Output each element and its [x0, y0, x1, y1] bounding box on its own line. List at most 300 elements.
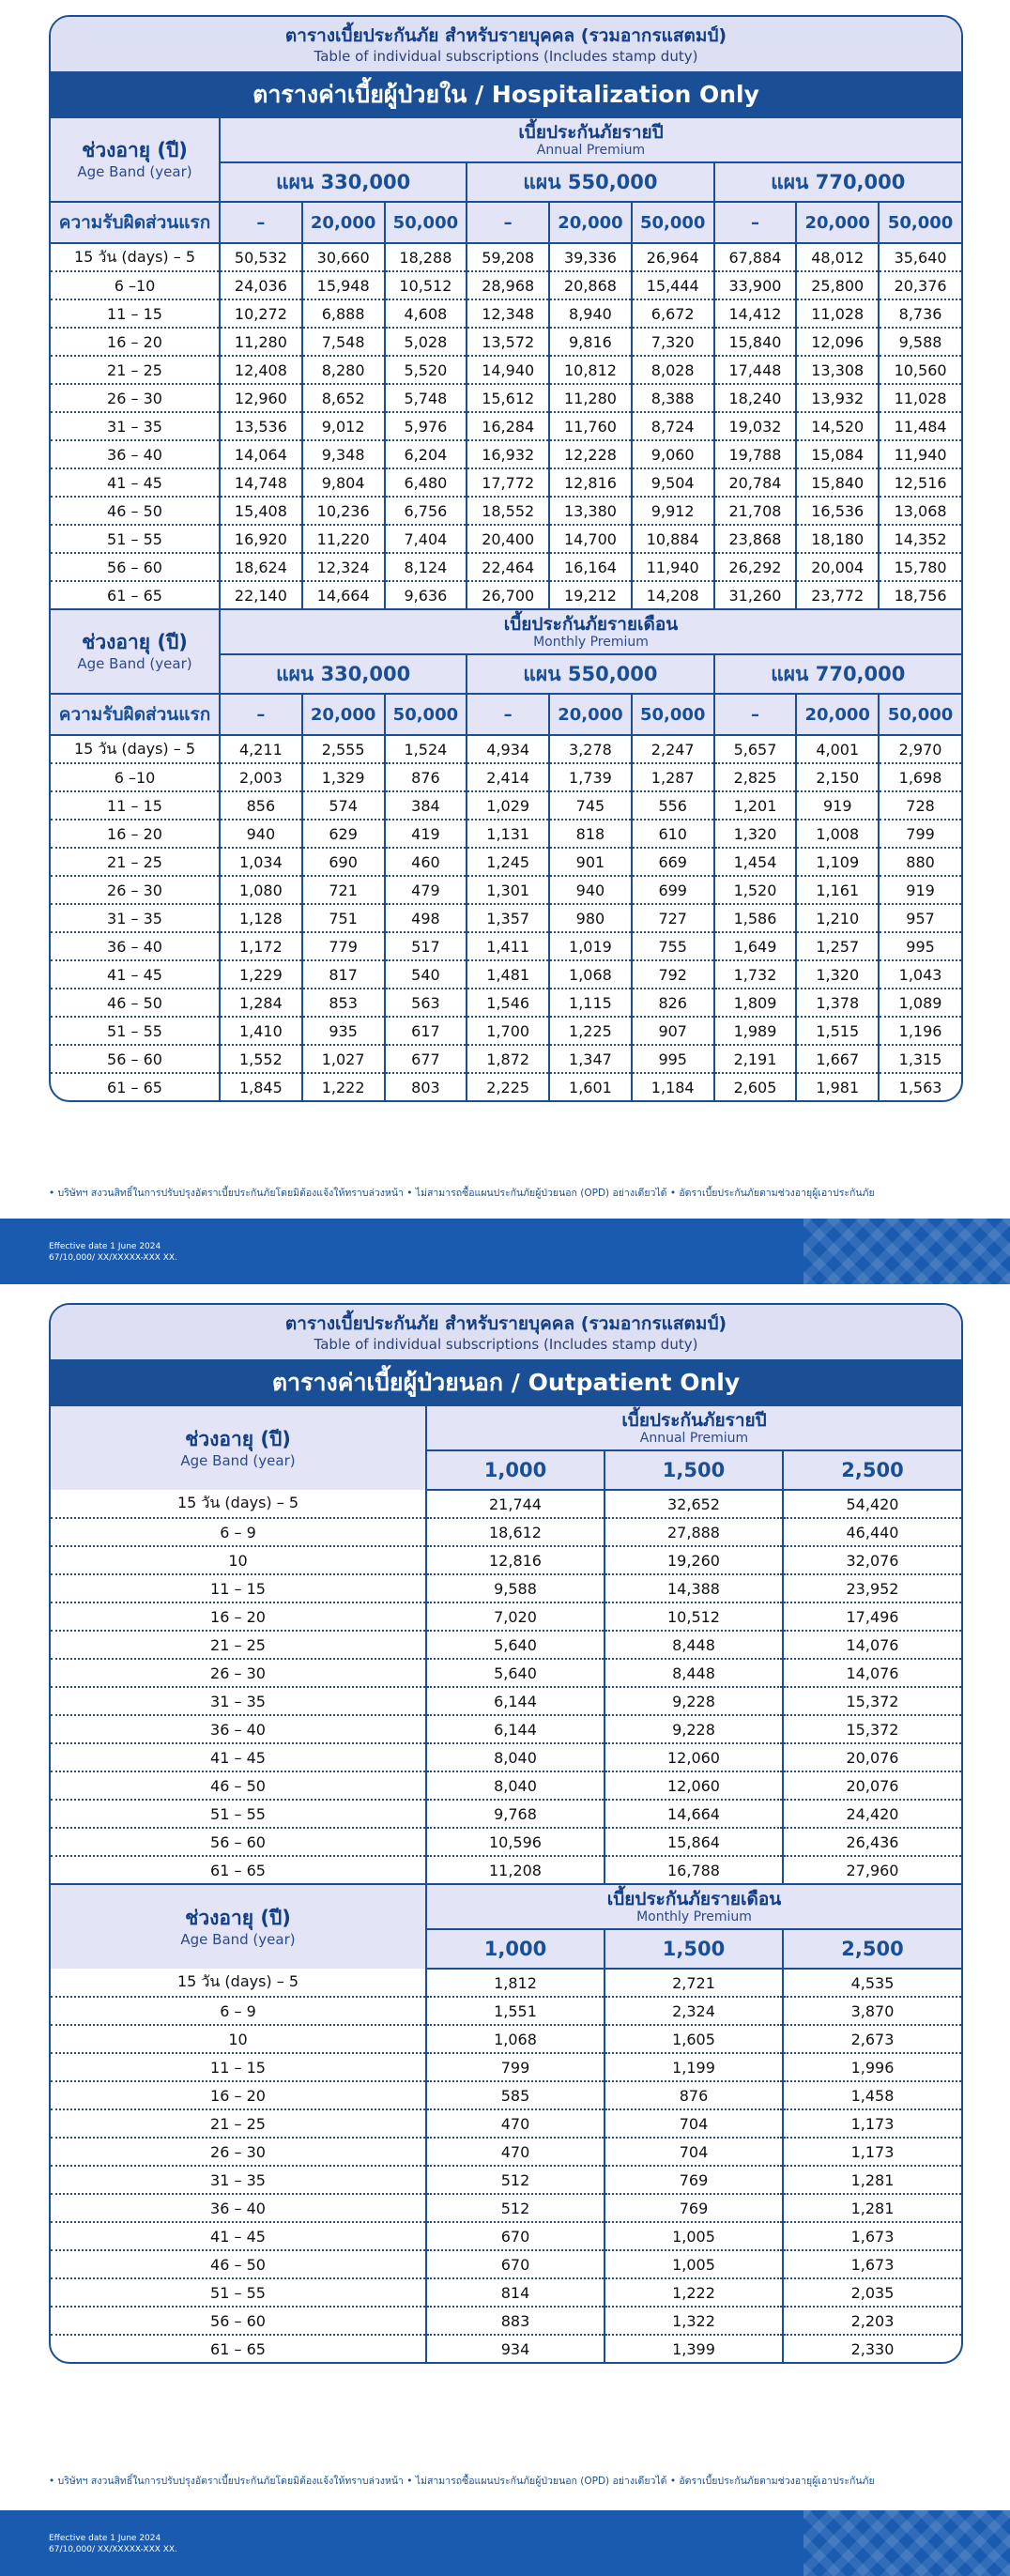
- table-row: [51, 2053, 961, 2081]
- age-band-cell: 61 – 65: [210, 2339, 266, 2358]
- premium-cell: 11,220: [302, 525, 385, 553]
- premium-cell: 14,388: [604, 1574, 783, 1602]
- premium-cell: 16,932: [467, 440, 549, 468]
- premium-cell: 28,968: [467, 271, 549, 299]
- premium-cell: 1,172: [220, 932, 302, 960]
- table-row: [51, 763, 961, 791]
- premium-cell: 4,001: [796, 735, 879, 763]
- premium-cell: 4,608: [385, 299, 467, 328]
- premium-cell: 1,601: [549, 1073, 632, 1100]
- premium-cell: 8,124: [385, 553, 467, 581]
- premium-cell: 799: [426, 2053, 604, 2081]
- table-row: [51, 2278, 961, 2307]
- premium-cell: 901: [549, 848, 632, 876]
- premium-cell: 1,229: [220, 960, 302, 989]
- premium-cell: 1,184: [632, 1073, 714, 1100]
- age-band-thai: ช่วงอายุ (ปี): [82, 631, 188, 653]
- premium-cell: 563: [385, 989, 467, 1017]
- premium-cell: 8,280: [302, 356, 385, 384]
- age-band-cell: 11 – 15: [51, 299, 220, 328]
- footer-text: [49, 1241, 177, 1264]
- age-band-cell: 6 –10: [51, 271, 220, 299]
- premium-cell: 799: [879, 820, 961, 848]
- premium-cell: 517: [385, 932, 467, 960]
- table-row: [51, 2109, 961, 2138]
- monthly-premium-thai: เบี้ยประกันภัยรายเดือน: [503, 614, 679, 635]
- premium-cell: 10,812: [549, 356, 632, 384]
- premium-cell: 10,560: [879, 356, 961, 384]
- premium-cell: 14,076: [783, 1631, 961, 1659]
- premium-cell: 1,019: [549, 932, 632, 960]
- table-row: [51, 960, 961, 989]
- premium-cell: 1,034: [220, 848, 302, 876]
- plan-1: 1,000: [426, 1929, 604, 1969]
- premium-cell: 1,563: [879, 1073, 961, 1100]
- premium-cell: 22,140: [220, 581, 302, 609]
- premium-cell: 814: [426, 2278, 604, 2307]
- monthly-premium-english: Monthly Premium: [533, 635, 649, 650]
- premium-cell: 1,667: [796, 1045, 879, 1073]
- premium-cell: 935: [302, 1017, 385, 1045]
- age-band-cell: 21 – 25: [51, 2109, 426, 2138]
- header-row: [51, 1884, 961, 1929]
- premium-cell: 15,840: [796, 468, 879, 497]
- premium-cell: 6,480: [385, 468, 467, 497]
- age-band-cell: 46 – 50: [51, 1771, 426, 1800]
- premium-cell: 818: [549, 820, 632, 848]
- premium-cell: 23,952: [783, 1574, 961, 1602]
- premium-cell: 26,292: [714, 553, 797, 581]
- premium-cell: 20,376: [879, 271, 961, 299]
- age-band-cell: 31 – 35: [51, 412, 220, 440]
- premium-cell: 13,536: [220, 412, 302, 440]
- table-row: [51, 1602, 961, 1631]
- table-row: [51, 497, 961, 525]
- table-row: [51, 1800, 961, 1828]
- footer-pattern: [803, 2510, 1010, 2576]
- age-band-cell: 51 – 55: [51, 2278, 426, 2307]
- premium-cell: 470: [426, 2109, 604, 2138]
- age-band-cell: 46 – 50: [51, 2250, 426, 2278]
- premium-cell: 690: [302, 848, 385, 876]
- premium-cell: 1,315: [879, 1045, 961, 1073]
- opd-banner: ตารางค่าเบี้ยผู้ป่วยนอก / Outpatient Only: [51, 1359, 961, 1406]
- premium-cell: 12,348: [467, 299, 549, 328]
- annual-premium-header: [220, 118, 961, 162]
- premium-cell: 629: [302, 820, 385, 848]
- premium-cell: 2,324: [604, 1997, 783, 2025]
- premium-cell: 419: [385, 820, 467, 848]
- premium-cell: 26,436: [783, 1828, 961, 1856]
- deductible-value: 50,000: [879, 202, 961, 243]
- premium-cell: 2,970: [879, 735, 961, 763]
- premium-cell: 11,484: [879, 412, 961, 440]
- premium-cell: 2,203: [783, 2307, 961, 2335]
- premium-cell: 9,348: [302, 440, 385, 468]
- table-row: [51, 1045, 961, 1073]
- premium-cell: 21,708: [714, 497, 797, 525]
- plan-2: 1,500: [604, 1450, 783, 1490]
- premium-cell: 10,272: [220, 299, 302, 328]
- premium-cell: 2,330: [783, 2335, 961, 2362]
- premium-cell: 6,756: [385, 497, 467, 525]
- premium-cell: 18,240: [714, 384, 797, 412]
- deductible-value: 50,000: [385, 202, 467, 243]
- premium-cell: 5,748: [385, 384, 467, 412]
- age-band-thai: ช่วงอายุ (ปี): [185, 1906, 291, 1929]
- title-thai: ตารางเบี้ยประกันภัย สำหรับรายบุคคล (รวมอากรแสตมป์): [284, 25, 727, 46]
- premium-cell: 27,888: [604, 1518, 783, 1546]
- table-row: [51, 1715, 961, 1743]
- table-row: [51, 299, 961, 328]
- age-band-cell: 11 – 15: [51, 2053, 426, 2081]
- premium-cell: 1,225: [549, 1017, 632, 1045]
- premium-cell: 2,721: [604, 1969, 783, 1997]
- premium-cell: 12,324: [302, 553, 385, 581]
- premium-cell: 15,444: [632, 271, 714, 299]
- premium-cell: 8,448: [604, 1659, 783, 1687]
- premium-cell: 9,588: [879, 328, 961, 356]
- deductible-row: [51, 202, 961, 243]
- premium-cell: 853: [302, 989, 385, 1017]
- premium-cell: 9,588: [426, 1574, 604, 1602]
- premium-cell: 9,912: [632, 497, 714, 525]
- premium-cell: 19,260: [604, 1546, 783, 1574]
- premium-cell: 14,940: [467, 356, 549, 384]
- premium-cell: 19,032: [714, 412, 797, 440]
- premium-cell: 14,664: [604, 1800, 783, 1828]
- premium-cell: 883: [426, 2307, 604, 2335]
- deductible-value: 50,000: [385, 694, 467, 735]
- premium-cell: 3,870: [783, 1997, 961, 2025]
- header-row: [51, 1406, 961, 1450]
- premium-cell: 1,222: [302, 1073, 385, 1100]
- annual-premium-header: [426, 1406, 961, 1450]
- premium-cell: 10,512: [604, 1602, 783, 1631]
- premium-cell: 4,211: [220, 735, 302, 763]
- premium-cell: 10,236: [302, 497, 385, 525]
- premium-cell: 15,372: [783, 1687, 961, 1715]
- premium-cell: 4,535: [783, 1969, 961, 1997]
- footnote: • บริษัทฯ สงวนสิทธิ์ในการปรับปรุงอัตราเบี้ยประกันภัยโดยมิต้องแจ้งให้ทราบล่วงหน้า • ไม่สามารถซื้อแผนประกันภัยผู้ป่วยนอก (OPD) อย่างเดียวได้ • อัตราเบี้ยประกันภัยตามช่วงอายุผู้เอาประกันภัย: [49, 1188, 875, 1199]
- premium-cell: 20,076: [783, 1771, 961, 1800]
- table-row: [51, 412, 961, 440]
- header-row: [51, 609, 961, 654]
- premium-cell: 21,744: [426, 1490, 604, 1518]
- premium-cell: 18,552: [467, 497, 549, 525]
- opd-card: [49, 1303, 963, 2364]
- premium-cell: 16,920: [220, 525, 302, 553]
- table-row: [51, 525, 961, 553]
- premium-cell: 12,060: [604, 1771, 783, 1800]
- table-row: [51, 384, 961, 412]
- premium-cell: 384: [385, 791, 467, 820]
- plan-1: แผน 330,000: [220, 654, 467, 694]
- premium-cell: 1,520: [714, 876, 797, 904]
- page-outpatient: [0, 1288, 1010, 2576]
- premium-cell: 20,004: [796, 553, 879, 581]
- plan-2: แผน 550,000: [467, 162, 713, 202]
- premium-cell: 12,060: [604, 1743, 783, 1771]
- title-english: Table of individual subscriptions (Includes stamp duty): [314, 1336, 698, 1353]
- premium-cell: 1,161: [796, 876, 879, 904]
- premium-cell: 32,652: [604, 1490, 783, 1518]
- premium-cell: 15,840: [714, 328, 797, 356]
- premium-cell: 2,605: [714, 1073, 797, 1100]
- age-band-cell: 56 – 60: [51, 1828, 426, 1856]
- monthly-premium-header: [220, 609, 961, 654]
- premium-cell: 1,649: [714, 932, 797, 960]
- deductible-value: 20,000: [302, 694, 385, 735]
- table-row: [51, 1856, 961, 1884]
- premium-cell: 479: [385, 876, 467, 904]
- premium-cell: 1,301: [467, 876, 549, 904]
- effective-date: Effective date 1 June 2024: [49, 2534, 161, 2543]
- header-row: [51, 118, 961, 162]
- premium-cell: 33,900: [714, 271, 797, 299]
- premium-cell: 1,173: [783, 2138, 961, 2166]
- premium-cell: 15,948: [302, 271, 385, 299]
- premium-cell: 540: [385, 960, 467, 989]
- premium-cell: 1,029: [467, 791, 549, 820]
- premium-cell: 48,012: [796, 243, 879, 271]
- premium-cell: 1,739: [549, 763, 632, 791]
- table-row: [51, 271, 961, 299]
- premium-cell: 1,008: [796, 820, 879, 848]
- premium-cell: 699: [632, 876, 714, 904]
- premium-cell: 30,660: [302, 243, 385, 271]
- premium-cell: 17,496: [783, 1602, 961, 1631]
- premium-cell: 14,076: [783, 1659, 961, 1687]
- deductible-value: 20,000: [302, 202, 385, 243]
- plan-3: แผน 770,000: [714, 654, 961, 694]
- premium-cell: 512: [426, 2194, 604, 2222]
- opd-table: [51, 1406, 961, 2362]
- premium-cell: 5,976: [385, 412, 467, 440]
- premium-cell: 39,336: [549, 243, 632, 271]
- table-row: [51, 1771, 961, 1800]
- deductible-value: –: [467, 202, 549, 243]
- premium-cell: 1,080: [220, 876, 302, 904]
- premium-cell: 1,996: [783, 2053, 961, 2081]
- premium-cell: 1,673: [783, 2250, 961, 2278]
- footer-pattern: [803, 1219, 1010, 1284]
- premium-cell: 9,228: [604, 1687, 783, 1715]
- premium-cell: 1,257: [796, 932, 879, 960]
- premium-cell: 1,320: [714, 820, 797, 848]
- age-band-english: Age Band (year): [180, 1451, 296, 1469]
- premium-cell: 14,700: [549, 525, 632, 553]
- premium-cell: 12,816: [426, 1546, 604, 1574]
- premium-cell: 1,524: [385, 735, 467, 763]
- table-row: [51, 2025, 961, 2053]
- card-header: [51, 1305, 961, 1359]
- table-row: [51, 2307, 961, 2335]
- premium-cell: 8,940: [549, 299, 632, 328]
- premium-cell: 11,940: [879, 440, 961, 468]
- footnote: • บริษัทฯ สงวนสิทธิ์ในการปรับปรุงอัตราเบี้ยประกันภัยโดยมิต้องแจ้งให้ทราบล่วงหน้า • ไม่สามารถซื้อแผนประกันภัยผู้ป่วยนอก (OPD) อย่างเดียวได้ • อัตราเบี้ยประกันภัยตามช่วงอายุผู้เอาประกันภัย: [49, 2476, 875, 2487]
- premium-cell: 16,536: [796, 497, 879, 525]
- premium-cell: 1,698: [879, 763, 961, 791]
- age-band-thai: ช่วงอายุ (ปี): [82, 139, 188, 161]
- premium-cell: 1,551: [426, 1997, 604, 2025]
- age-band-cell: 56 – 60: [51, 1045, 220, 1073]
- premium-cell: 15,612: [467, 384, 549, 412]
- premium-cell: 8,448: [604, 1631, 783, 1659]
- premium-cell: 721: [302, 876, 385, 904]
- premium-cell: 15,372: [783, 1715, 961, 1743]
- premium-cell: 856: [220, 791, 302, 820]
- premium-cell: 470: [426, 2138, 604, 2166]
- deductible-label: ความรับผิดส่วนแรก: [51, 202, 220, 243]
- table-row: [51, 1490, 961, 1518]
- deductible-value: –: [467, 694, 549, 735]
- age-band-header: [51, 118, 220, 202]
- premium-cell: 11,028: [796, 299, 879, 328]
- age-band-cell: 51 – 55: [51, 1800, 426, 1828]
- age-band-cell: 26 – 30: [51, 876, 220, 904]
- premium-cell: 670: [426, 2250, 604, 2278]
- premium-cell: 18,180: [796, 525, 879, 553]
- deductible-value: 20,000: [796, 202, 879, 243]
- age-band-cell: 15 วัน (days) – 5: [51, 243, 220, 271]
- premium-cell: 17,448: [714, 356, 797, 384]
- premium-cell: 1,809: [714, 989, 797, 1017]
- age-band-cell: 31 – 35: [51, 1687, 426, 1715]
- premium-cell: 876: [385, 763, 467, 791]
- premium-cell: 1,399: [604, 2335, 783, 2362]
- premium-cell: 669: [632, 848, 714, 876]
- premium-cell: 35,640: [879, 243, 961, 271]
- age-band-cell: 61 – 65: [107, 586, 162, 605]
- premium-cell: 1,605: [604, 2025, 783, 2053]
- premium-cell: 67,884: [714, 243, 797, 271]
- premium-cell: 24,420: [783, 1800, 961, 1828]
- age-band-cell: 46 – 50: [51, 497, 220, 525]
- plan-3: 2,500: [783, 1929, 961, 1969]
- age-band-cell: 16 – 20: [51, 2081, 426, 2109]
- premium-cell: 5,640: [426, 1659, 604, 1687]
- premium-cell: 2,247: [632, 735, 714, 763]
- premium-cell: 1,732: [714, 960, 797, 989]
- premium-cell: 11,280: [549, 384, 632, 412]
- premium-cell: 919: [879, 876, 961, 904]
- premium-cell: 12,096: [796, 328, 879, 356]
- premium-cell: 23,868: [714, 525, 797, 553]
- age-band-cell: 11 – 15: [51, 1574, 426, 1602]
- table-row: [51, 1574, 961, 1602]
- table-row: [51, 2250, 961, 2278]
- premium-cell: 1,287: [632, 763, 714, 791]
- premium-cell: 8,028: [632, 356, 714, 384]
- ipd-card: [49, 15, 963, 1102]
- premium-cell: 1,515: [796, 1017, 879, 1045]
- premium-cell: 751: [302, 904, 385, 932]
- premium-cell: 5,520: [385, 356, 467, 384]
- premium-cell: 22,464: [467, 553, 549, 581]
- premium-cell: 14,520: [796, 412, 879, 440]
- premium-cell: 3,278: [549, 735, 632, 763]
- table-row: [51, 553, 961, 581]
- premium-cell: 18,612: [426, 1518, 604, 1546]
- premium-cell: 1,128: [220, 904, 302, 932]
- premium-cell: 2,191: [714, 1045, 797, 1073]
- premium-cell: 59,208: [467, 243, 549, 271]
- table-row: [51, 1828, 961, 1856]
- premium-cell: 27,960: [783, 1856, 961, 1884]
- premium-cell: 14,748: [220, 468, 302, 497]
- plan-1: 1,000: [426, 1450, 604, 1490]
- premium-cell: 2,555: [302, 735, 385, 763]
- premium-cell: 12,408: [220, 356, 302, 384]
- premium-cell: 8,724: [632, 412, 714, 440]
- premium-cell: 14,352: [879, 525, 961, 553]
- premium-cell: 995: [879, 932, 961, 960]
- table-row: [51, 2194, 961, 2222]
- age-band-header: [51, 609, 220, 694]
- premium-cell: 20,868: [549, 271, 632, 299]
- premium-cell: 15,408: [220, 497, 302, 525]
- premium-cell: 745: [549, 791, 632, 820]
- premium-cell: 803: [385, 1073, 467, 1100]
- premium-cell: 1,410: [220, 1017, 302, 1045]
- premium-cell: 4,934: [467, 735, 549, 763]
- age-band-cell: 6 – 9: [51, 1997, 426, 2025]
- premium-cell: 7,020: [426, 1602, 604, 1631]
- deductible-value: 20,000: [796, 694, 879, 735]
- age-band-cell: 21 – 25: [51, 356, 220, 384]
- premium-cell: 1,115: [549, 989, 632, 1017]
- premium-cell: 1,199: [604, 2053, 783, 2081]
- premium-cell: 1,089: [879, 989, 961, 1017]
- premium-cell: 2,673: [783, 2025, 961, 2053]
- table-row: [51, 1743, 961, 1771]
- premium-cell: 1,210: [796, 904, 879, 932]
- age-band-cell: 10: [51, 2025, 426, 2053]
- deductible-value: 50,000: [632, 694, 714, 735]
- age-band-cell: 41 – 45: [51, 468, 220, 497]
- premium-cell: 8,388: [632, 384, 714, 412]
- premium-cell: 20,400: [467, 525, 549, 553]
- age-band-cell: 26 – 30: [51, 384, 220, 412]
- table-row: [51, 848, 961, 876]
- premium-cell: 16,788: [604, 1856, 783, 1884]
- age-band-cell: 41 – 45: [51, 2222, 426, 2250]
- premium-cell: 13,932: [796, 384, 879, 412]
- age-band-cell: 36 – 40: [51, 2194, 426, 2222]
- premium-cell: 779: [302, 932, 385, 960]
- deductible-value: 20,000: [549, 694, 632, 735]
- premium-cell: 1,109: [796, 848, 879, 876]
- premium-cell: 1,845: [220, 1073, 302, 1100]
- premium-cell: 10,512: [385, 271, 467, 299]
- age-band-cell: 26 – 30: [51, 2138, 426, 2166]
- age-band-cell: 56 – 60: [51, 553, 220, 581]
- age-band-cell: 15 วัน (days) – 5: [51, 1969, 426, 1997]
- premium-cell: 7,404: [385, 525, 467, 553]
- premium-cell: 15,084: [796, 440, 879, 468]
- age-band-header: [51, 1406, 426, 1490]
- premium-cell: 1,027: [302, 1045, 385, 1073]
- premium-cell: 1,201: [714, 791, 797, 820]
- table-row: [51, 2081, 961, 2109]
- premium-cell: 512: [426, 2166, 604, 2194]
- age-band-english: Age Band (year): [77, 163, 192, 180]
- premium-cell: 755: [632, 932, 714, 960]
- table-row: [51, 1017, 961, 1045]
- table-row: [51, 820, 961, 848]
- premium-cell: 9,804: [302, 468, 385, 497]
